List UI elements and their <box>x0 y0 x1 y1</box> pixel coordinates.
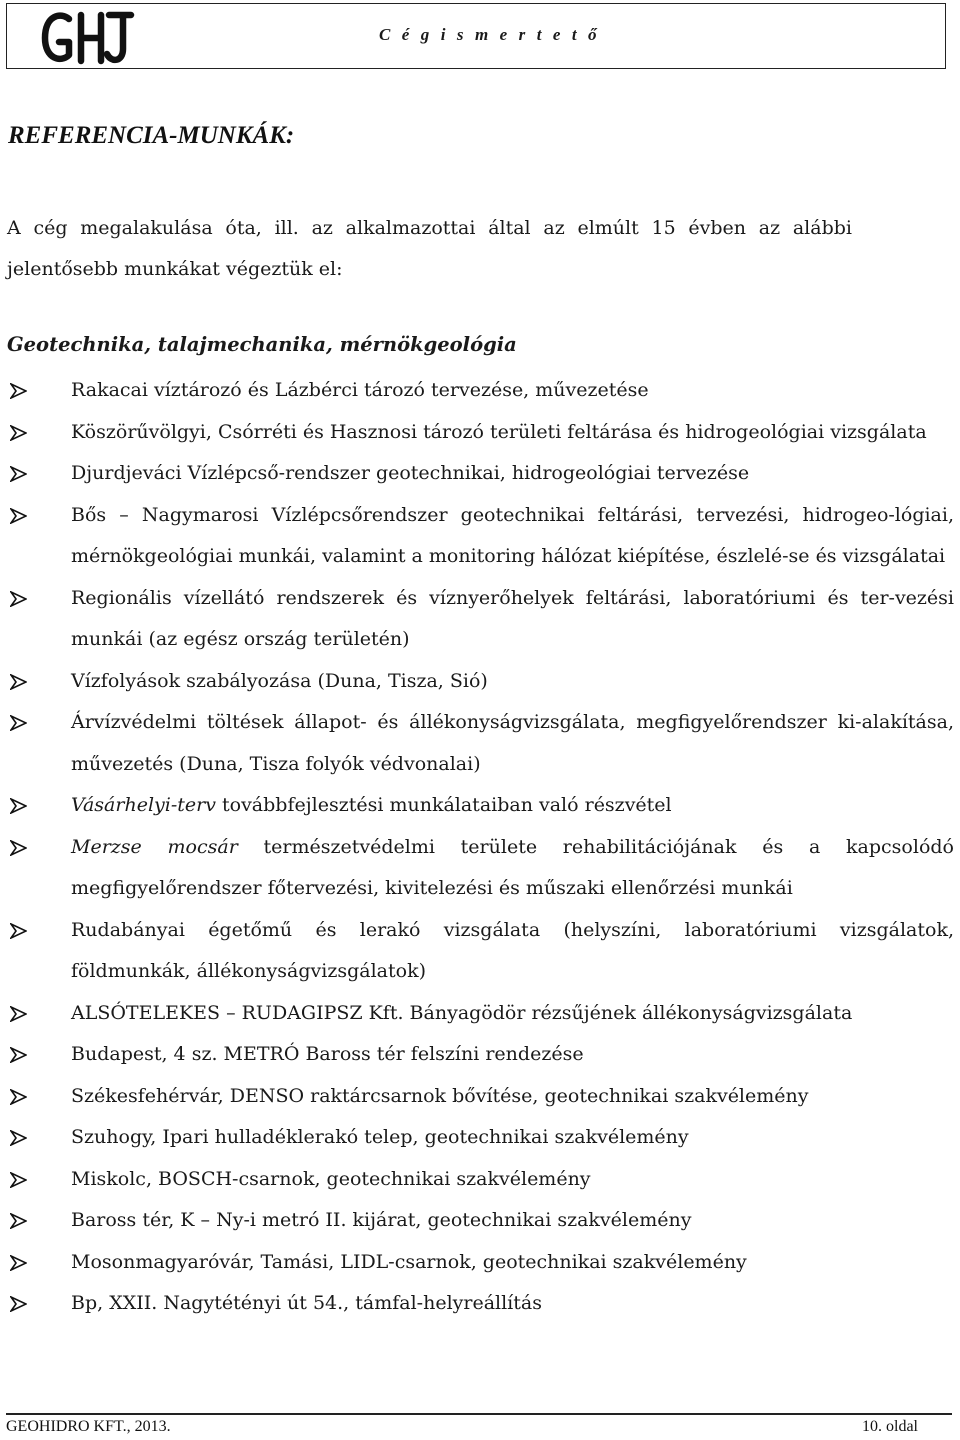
list-item <box>0 1200 954 1242</box>
arrowhead-bullet-icon <box>10 508 27 524</box>
list-item-text: Budapest, 4 sz. METRÓ Baross tér felszíni rendezése <box>71 1043 584 1065</box>
arrowhead-bullet-icon <box>10 1213 27 1229</box>
footer-divider <box>6 1413 952 1415</box>
list-item <box>0 827 954 910</box>
list-item-text: Rakacai víztározó és Lázbérci tározó tervezése, művezetése <box>71 379 649 401</box>
arrowhead-bullet-icon <box>10 715 27 731</box>
list-item-text: Miskolc, BOSCH-csarnok, geotechnikai szakvélemény <box>71 1167 591 1190</box>
arrowhead-bullet-icon <box>10 1089 27 1105</box>
list-item-text: Rudabányai égetőmű és lerakó vizsgálata (helyszíni, laboratóriumi vizsgálatok, földmunkák, állékonyságvizsgálatok) <box>71 918 954 982</box>
list-item-text: ALSÓTELEKES – RUDAGIPSZ Kft. Bányagödör rézsűjének állékonyságvizsgálata <box>71 1001 853 1024</box>
list-item-text: Baross tér, K – Ny-i metró II. kijárat, geotechnikai szakvélemény <box>71 1209 692 1231</box>
list-item-emphasis: Vásárhelyi-terv <box>71 794 216 816</box>
list-item <box>0 495 954 578</box>
list-item <box>0 1117 954 1159</box>
arrowhead-bullet-icon <box>10 591 27 607</box>
list-item-text: Djurdjeváci Vízlépcső-rendszer geotechnikai, hidrogeológiai tervezése <box>71 462 750 484</box>
list-item-text: Bp, XXII. Nagytétényi út 54., támfal-helyreállítás <box>71 1292 542 1314</box>
list-item-text: Köszörűvölgyi, Csórréti és Hasznosi tározó területi feltárása és hidrogeológiai vizsgálata <box>71 420 927 443</box>
list-item <box>0 785 954 827</box>
header-title: C é g i s m e r t e t ő <box>379 25 601 44</box>
reference-list <box>0 370 960 1325</box>
arrowhead-bullet-icon <box>10 1006 27 1022</box>
list-item-text: Regionális vízellátó rendszerek és víznyerőhelyek feltárási, laboratóriumi és ter-vezési munkái (az egész ország területén) <box>71 586 954 650</box>
list-item <box>0 1034 954 1076</box>
list-item-text: Bős – Nagymarosi Vízlépcsőrendszer geotechnikai feltárási, tervezési, hidrogeo-lógiai, mérnökgeológiai munkái, valamint a monitoring hálózat kiépítése, észlelé-se és vizsgálatai <box>71 503 954 567</box>
subsection-title: Geotechnika, talajmechanika, mérnökgeológia <box>7 333 517 356</box>
list-item-text: Székesfehérvár, DENSO raktárcsarnok bővítése, geotechnikai szakvélemény <box>71 1084 809 1107</box>
intro-paragraph: A cég megalakulása óta, ill. az alkalmazottai által az elmúlt 15 évben az alábbi jelentősebb munkákat végeztük el: <box>7 217 852 280</box>
list-item <box>0 702 954 785</box>
page-header <box>6 3 946 69</box>
list-item-text: továbbfejlesztési munkálataiban való részvétel <box>215 794 672 816</box>
list-item-text: Szuhogy, Ipari hulladéklerakó telep, geotechnikai szakvélemény <box>71 1126 689 1148</box>
arrowhead-bullet-icon <box>10 1172 27 1188</box>
list-item <box>0 661 954 703</box>
list-item <box>0 1283 954 1325</box>
list-item-emphasis: Merzse mocsár <box>71 835 238 858</box>
arrowhead-bullet-icon <box>10 1255 27 1271</box>
list-item <box>0 1159 954 1201</box>
list-item <box>0 1242 954 1284</box>
arrowhead-bullet-icon <box>10 1296 27 1312</box>
list-item <box>0 453 954 495</box>
list-item <box>0 910 954 993</box>
arrowhead-bullet-icon <box>10 425 27 441</box>
list-item-text: Mosonmagyaróvár, Tamási, LIDL-csarnok, geotechnikai szakvélemény <box>71 1250 747 1273</box>
arrowhead-bullet-icon <box>10 923 27 939</box>
arrowhead-bullet-icon <box>10 674 27 690</box>
arrowhead-bullet-icon <box>10 1130 27 1146</box>
arrowhead-bullet-icon <box>10 466 27 482</box>
section-title: REFERENCIA-MUNKÁK: <box>8 122 295 149</box>
footer-page-number: 10. oldal <box>862 1418 918 1435</box>
list-item-text: természetvédelmi területe rehabilitációjának és a kapcsolódó megfigyelőrendszer főtervezési, kivitelezési és műszaki ellenőrzési munkái <box>71 835 954 899</box>
list-item <box>0 412 954 454</box>
list-item <box>0 370 954 412</box>
arrowhead-bullet-icon <box>10 798 27 814</box>
list-item-text: Árvízvédelmi töltések állapot- és állékonyságvizsgálata, megfigyelőrendszer ki-alakítása, művezetés (Duna, Tisza folyók védvonalai) <box>71 711 954 775</box>
list-item-text: Vízfolyások szabályozása (Duna, Tisza, Sió) <box>71 669 488 692</box>
footer-company: GEOHIDRO KFT., 2013. <box>6 1418 171 1435</box>
list-item <box>0 578 954 661</box>
list-item <box>0 1076 954 1118</box>
arrowhead-bullet-icon <box>10 383 27 399</box>
list-item <box>0 993 954 1035</box>
arrowhead-bullet-icon <box>10 1047 27 1063</box>
arrowhead-bullet-icon <box>10 840 27 856</box>
ghj-logo-icon <box>39 9 139 65</box>
